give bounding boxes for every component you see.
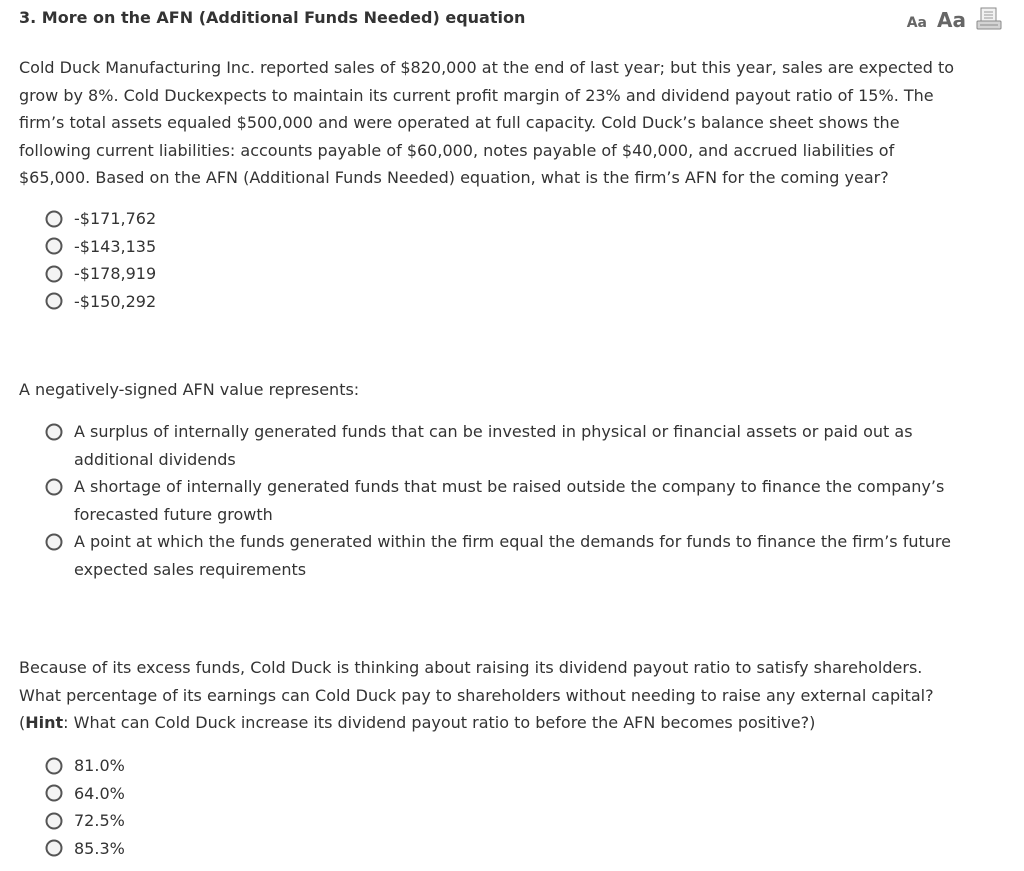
question-3-text: [19, 654, 1009, 737]
question-1-text: [19, 54, 1009, 192]
decrease-font-button[interactable]: Aa: [906, 15, 928, 31]
radio-button-icon[interactable]: [45, 292, 63, 310]
question-1-line: firm’s total assets equaled $500,000 and were operated at full capacity. Cold Duck’s balance sheet shows the: [19, 113, 900, 132]
question-2-option[interactable]: [45, 473, 951, 528]
question-1-line: $65,000. Based on the AFN (Additional Funds Needed) equation, what is the firm’s AFN for the coming year?: [19, 168, 889, 187]
hint-open-paren: (: [19, 713, 26, 732]
radio-button-icon[interactable]: [45, 265, 63, 283]
question-3-hint-line: [19, 709, 1009, 737]
question-1-line: following current liabilities: accounts payable of $60,000, notes payable of $40,000, and accrued liabilities of: [19, 140, 895, 160]
increase-font-button[interactable]: Aa: [937, 8, 966, 32]
option-label-line: A point at which the funds generated within the firm equal the demands for funds to finance the firm’s future: [74, 532, 951, 551]
option-label: -$171,762: [74, 209, 157, 228]
print-icon[interactable]: [976, 6, 1002, 32]
option-label: -$143,135: [74, 236, 157, 256]
question-header: [0, 0, 1024, 40]
question-1-line: grow by 8%. Cold Duckexpects to maintain its current profit margin of 23% and dividend payout ratio of 15%. The: [19, 85, 934, 105]
question-3-line: Because of its excess funds, Cold Duck is thinking about raising its dividend payout ratio to satisfy shareholders.: [19, 658, 923, 677]
question-3-options: [45, 752, 125, 862]
radio-button-icon[interactable]: [45, 478, 63, 496]
question-2-line: A negatively-signed AFN value represents:: [19, 380, 360, 399]
question-2-text: [19, 376, 1009, 404]
radio-button-icon[interactable]: [45, 423, 63, 441]
question-3-option[interactable]: [45, 835, 125, 863]
option-label: 64.0%: [74, 783, 125, 803]
option-label: [74, 473, 944, 528]
radio-button-icon[interactable]: [45, 237, 63, 255]
question-1-option[interactable]: [45, 288, 156, 316]
radio-button-icon[interactable]: [45, 812, 63, 830]
question-3-option[interactable]: [45, 807, 125, 835]
question-3-line: What percentage of its earnings can Cold Duck pay to shareholders without needing to raise any external capital?: [19, 685, 934, 705]
option-label: 72.5%: [74, 811, 125, 830]
option-label: [74, 528, 951, 583]
hint-label: Hint: [25, 713, 64, 732]
question-title: 3. More on the AFN (Additional Funds Needed) equation: [19, 8, 526, 27]
question-1-line: Cold Duck Manufacturing Inc. reported sales of $820,000 at the end of last year; but this year, sales are expected to: [19, 58, 954, 77]
question-1-option[interactable]: [45, 233, 156, 261]
question-2-option[interactable]: [45, 418, 951, 473]
question-3-option[interactable]: [45, 752, 125, 780]
question-1-option[interactable]: [45, 260, 156, 288]
option-label: [74, 418, 913, 473]
option-label: -$178,919: [74, 264, 157, 283]
option-label: -$150,292: [74, 291, 157, 311]
question-2-option[interactable]: [45, 528, 951, 583]
question-2-options: [45, 418, 951, 583]
hint-text: : What can Cold Duck increase its dividend payout ratio to before the AFN becomes positive?): [63, 713, 816, 732]
text-tools: [907, 6, 1002, 32]
radio-button-icon[interactable]: [45, 210, 63, 228]
radio-button-icon[interactable]: [45, 757, 63, 775]
option-label: 85.3%: [74, 838, 125, 858]
option-label-line: expected sales requirements: [74, 559, 307, 579]
radio-button-icon[interactable]: [45, 839, 63, 857]
radio-button-icon[interactable]: [45, 533, 63, 551]
radio-button-icon[interactable]: [45, 784, 63, 802]
question-3-option[interactable]: [45, 780, 125, 808]
option-label-line: forecasted future growth: [74, 504, 273, 524]
option-label: 81.0%: [74, 756, 125, 775]
option-label-line: A surplus of internally generated funds that can be invested in physical or financial assets or paid out as: [74, 422, 913, 441]
option-label-line: additional dividends: [74, 449, 236, 469]
option-label-line: A shortage of internally generated funds that must be raised outside the company to finance the company’s: [74, 477, 945, 496]
question-1-option[interactable]: [45, 205, 156, 233]
question-1-options: [45, 205, 156, 315]
